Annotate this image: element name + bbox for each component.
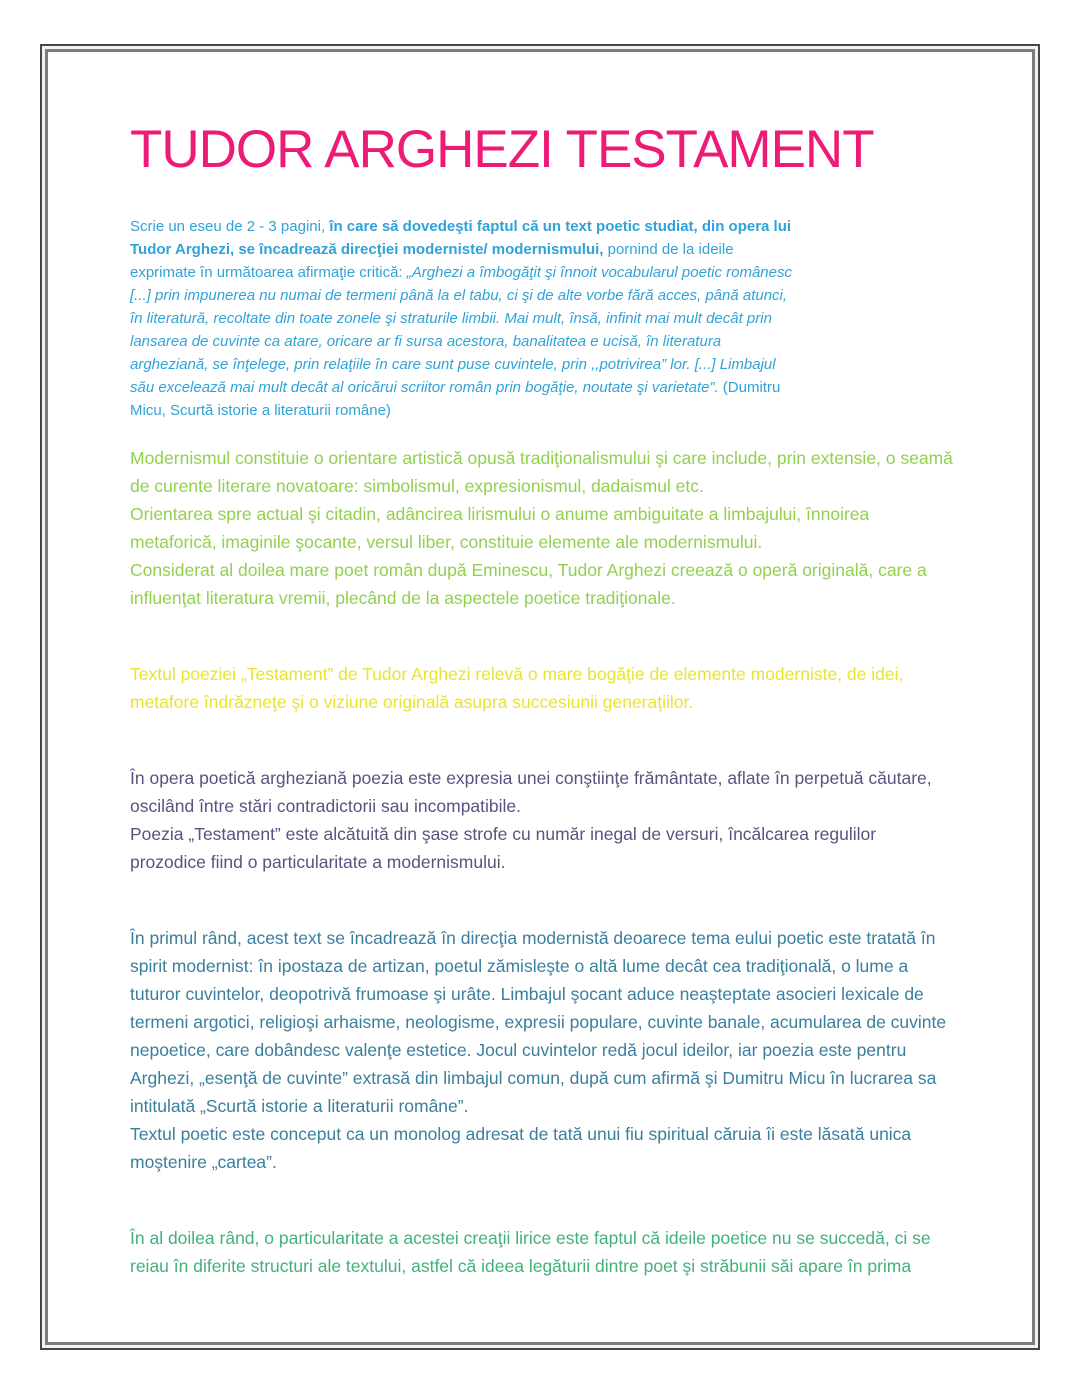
- prompt-run-normal-1: Scrie un eseu de 2 - 3 pagini,: [130, 218, 330, 236]
- text-line: Considerat al doilea mare poet român după Eminescu, Tudor Arghezi creează o operă originală, care a influenţat literatura vremii, plecând de la aspectele poetice tradiţionale.: [130, 560, 927, 609]
- document-title: TUDOR ARGHEZI TESTAMENT: [130, 120, 874, 179]
- text-line: În al doilea rând, o particularitate a acestei creaţii lirice este faptul că ideile poetice nu se succedă, ci se reiau în diferite structuri ale textului, astfel că ideea legăturii dintre poet şi străbunii săi apare în prima: [130, 1228, 931, 1277]
- text-line: În primul rând, acest text se încadrează în direcţia modernistă deoarece tema eului poetic este tratată în spirit modernist: în ipostaza de artizan, poetul zămisleşte o altă lume decât cea tradiţională, o lume a tuturor cuvintelor, deopotrivă frumoase şi urâte. Limbajul şocant aduce neaşteptate asocieri lexicale de termeni argotici, religioşi arhaisme, neologisme, expresii populare, cuvinte banale, acumularea de cuvinte nepoetice, care dobândesc valenţe estetice. Jocul cuvintelor redă jocul ideilor, iar poezia este pentru Arghezi, „esenţă de cuvinte” extrasă din limbajul comun, după cum afirmă şi Dumitru Micu în lucrarea sa intitulată „Scurtă istorie a literaturii române”.: [130, 928, 947, 1117]
- poem-overview-paragraph: [130, 764, 956, 876]
- text-line: Textul poeziei „Testament” de Tudor Arghezi relevă o mare bogăţie de elemente moderniste, de idei, metafore îndrăzneţe şi o viziune originală asupra succesiunii generaţiilor.: [130, 664, 904, 713]
- text-line: Modernismul constituie o orientare artistică opusă tradiţionalismului şi care include, prin extensie, o seamă de curente literare novatoare: simbolismul, expresionismul, dadaismul etc.: [130, 448, 953, 497]
- text-line: Orientarea spre actual şi citadin, adâncirea lirismului o anume ambiguitate a limbajului, înnoirea metaforică, imaginile şocante, versul liber, constituie elemente ale modernismului.: [130, 504, 870, 553]
- first-argument-paragraph: [130, 924, 956, 1176]
- thesis-paragraph: [130, 660, 956, 716]
- prompt-run-normal-2: pornind de la ideile exprimate în următoarea afirmaţie critică:: [130, 241, 734, 282]
- essay-prompt-paragraph: [130, 215, 798, 422]
- text-line: În opera poetică argheziană poezia este expresia unei conştiinţe frământate, aflate în perpetuă căutare, oscilând între stări contradictorii sau incompatibile.: [130, 768, 932, 817]
- prompt-run-citation: (Dumitru Micu, Scurtă istorie a literaturii române): [130, 379, 781, 420]
- document-page: [45, 49, 1035, 1345]
- prompt-run-bold: în care să dovedeşti faptul că un text poetic studiat, din opera lui Tudor Arghezi, se încadrează direcţiei moderniste/ modernismului,: [130, 218, 792, 259]
- prompt-run-quote-italic: „Arghezi a îmbogăţit şi înnoit vocabularul poetic românesc [...] prin impunerea nu numai de termeni până la el tabu, ci şi de alte vorbe fără acces, până atunci, în literatură, recoltate din toate zonele şi straturile limbii. Mai mult, însă, infinit mai mult decât prin lansarea de cuvinte ca atare, oricare ar fi sursa acestora, banalitatea e ucisă, în literatura argheziană, se înţelege, prin relaţiile în care sunt puse cuvintele, prin ,,potrivirea” lor. [...] Limbajul său excelează mai mult decât al oricărui scriitor român prin bogăţie, noutate şi varietate”.: [130, 264, 792, 397]
- modernism-definition-paragraph: [130, 444, 956, 612]
- text-line: Textul poetic este conceput ca un monolog adresat de tată unui fiu spiritual căruia îi este lăsată unica moştenire „cartea”.: [130, 1124, 912, 1173]
- second-argument-paragraph: [130, 1224, 956, 1280]
- page-border-frame: [40, 44, 1040, 1350]
- text-line: Poezia „Testament” este alcătuită din şase strofe cu număr inegal de versuri, încălcarea regulilor prozodice fiind o particularitate a modernismului.: [130, 824, 877, 873]
